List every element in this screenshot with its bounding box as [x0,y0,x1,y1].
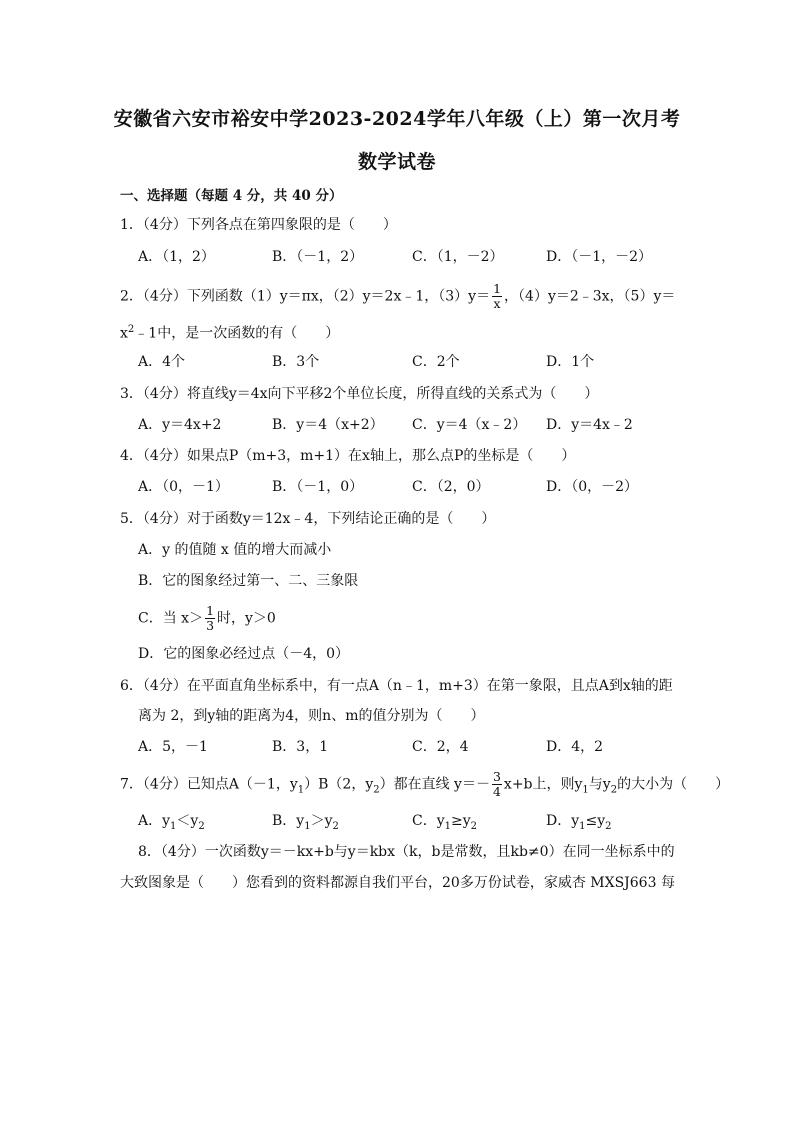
q2-fraction [492,282,502,311]
q2-stem-x: x [120,325,128,342]
question-1-stem: 1．（4分）下列各点在第四象限的是（ ） [120,217,397,233]
q1-option-c: C．（1，－2） [412,249,504,265]
q7-option-a [138,811,205,837]
q7-d-sub2: 2 [605,820,612,832]
q7-stem-part-e: 与y [588,776,611,793]
q7-sub-3: 1 [582,784,589,796]
q7-b-sub2: 2 [332,820,339,832]
q7-stem-part-b: ）B（2，y [304,776,374,793]
question-2-stem-line2 [120,320,680,344]
q4-option-b: B．（－1，0） [272,479,364,495]
q7-stem-part-c: ）都在直线 y＝－ [379,776,490,793]
q7-d-text2: ≤y [585,813,606,829]
q7-sub-4: 2 [610,784,618,796]
question-5-stem: 5．（4分）对于函数y＝12x﹣4，下列结论正确的是（ ） [120,511,496,527]
q6-option-c: C．2，4 [412,739,469,755]
q7-a-text: A．y [138,813,171,829]
q2-stem-exponent: 2 [127,324,135,335]
q2-stem-part-c: ﹣1中，是一次函数的有（ ） [134,325,340,342]
q7-sub-1: 1 [297,784,305,796]
q7-stem-part-a: 7．（4分）已知点A（－1，y [120,776,298,793]
q1-option-a: A．（1，2） [138,249,215,265]
question-7-stem [120,769,730,800]
question-6-stem-line1: 6．（4分）在平面直角坐标系中，有一点A（n﹣1，m+3）在第一象限，且点A到x轴的距 [120,678,673,694]
q5-option-c [138,604,276,633]
q5-option-d: D．它的图象必经过点（－4，0） [138,646,350,662]
q6-option-d: D．4，2 [546,739,604,755]
q7-a-text2: ＜y [176,813,199,829]
q5-option-c-part-a: C．当 x＞ [138,610,204,627]
q5-option-a: A．y 的值随 x 值的增大而减小 [138,542,332,558]
q4-option-d: D．（0，－2） [546,479,639,495]
q2-option-d: D．1个 [546,354,595,370]
q7-c-text2: ≥y [451,813,471,829]
question-4-stem: 4．（4分）如果点P（m+3，m+1）在x轴上，那么点P的坐标是（ ） [120,448,576,464]
q2-option-a: A．4个 [138,354,186,370]
question-2-stem-line1 [120,282,680,311]
q7-c-sub1: 1 [444,820,451,832]
q5-fraction [205,604,215,633]
q7-c-sub2: 2 [470,820,478,832]
q2-stem-part-a: 2．（4分）下列函数（1）y＝πx，（2）y＝2x﹣1，（3）y＝ [120,288,491,305]
q7-a-sub1: 1 [170,820,177,832]
q7-c-text: C．y [412,813,445,829]
q6-option-a: A．5，－1 [138,739,208,755]
q1-option-b: B．（－1，2） [272,249,364,265]
q5-option-c-part-b: 时，y＞0 [217,610,276,627]
question-6-stem-line2: 离为 2，到y轴的距离为4，则n、m的值分别为（ ） [138,708,485,724]
q4-option-a: A．（0，－1） [138,479,229,495]
q7-frac-numerator: 3 [492,769,501,784]
q2-option-c: C．2个 [412,354,460,370]
q1-option-d: D．（－1，－2） [546,249,653,265]
q7-a-sub2: 2 [198,820,205,832]
exam-title-line2: 数学试卷 [357,151,436,173]
q7-option-c [412,811,477,837]
question-8-stem-line2: 大致图象是（ ）您看到的资料都源自我们平台，20多万份试卷，家威杏 MXSJ663 每 [120,875,675,891]
q7-b-text: B．y [272,813,305,829]
q5-option-b: B．它的图象经过第一、二、三象限 [138,573,359,589]
q4-option-c: C．（2，0） [412,479,490,495]
q5-frac-denominator: 3 [206,618,215,633]
q7-fraction [492,770,502,799]
q3-option-c: C．y＝4（x﹣2） [412,417,527,433]
q7-d-text: D．y [546,813,580,829]
exam-title-line1: 安徽省六安市裕安中学2023-2024学年八年级（上）第一次月考 [113,108,681,130]
q7-b-text2: ＞y [310,813,333,829]
q7-frac-denominator: 4 [492,784,501,799]
section-heading: 一、选择题（每题 4 分，共 40 分） [120,188,343,204]
q7-option-b [272,811,339,837]
q7-stem-part-f: 的大小为（ ） [617,776,730,793]
q2-option-b: B．3个 [272,354,320,370]
question-8-stem-line1: 8．（4分）一次函数y＝－kx+b与y＝kbx（k，b是常数，且kb≠0）在同一坐标系中的 [138,844,675,860]
question-3-stem: 3．（4分）将直线y＝4x向下平移2个单位长度，所得直线的关系式为（ ） [120,386,599,402]
q2-stem-part-b: ，（4）y＝2﹣3x，（5）y＝ [504,288,676,305]
q7-b-sub1: 1 [304,820,311,832]
q2-frac-numerator: 1 [493,281,502,296]
q3-option-a: A．y＝4x+2 [138,417,222,433]
q6-option-b: B．3，1 [272,739,329,755]
q3-option-d: D．y＝4x﹣2 [546,417,633,433]
q2-frac-denominator: x [493,296,501,311]
q7-sub-2: 2 [373,784,380,796]
q7-d-sub1: 1 [579,820,586,832]
q3-option-b: B．y＝4（x+2） [272,417,384,433]
q5-frac-numerator: 1 [206,603,215,618]
q7-stem-part-d: x+b上，则y [503,776,583,793]
q7-option-d [546,811,612,837]
